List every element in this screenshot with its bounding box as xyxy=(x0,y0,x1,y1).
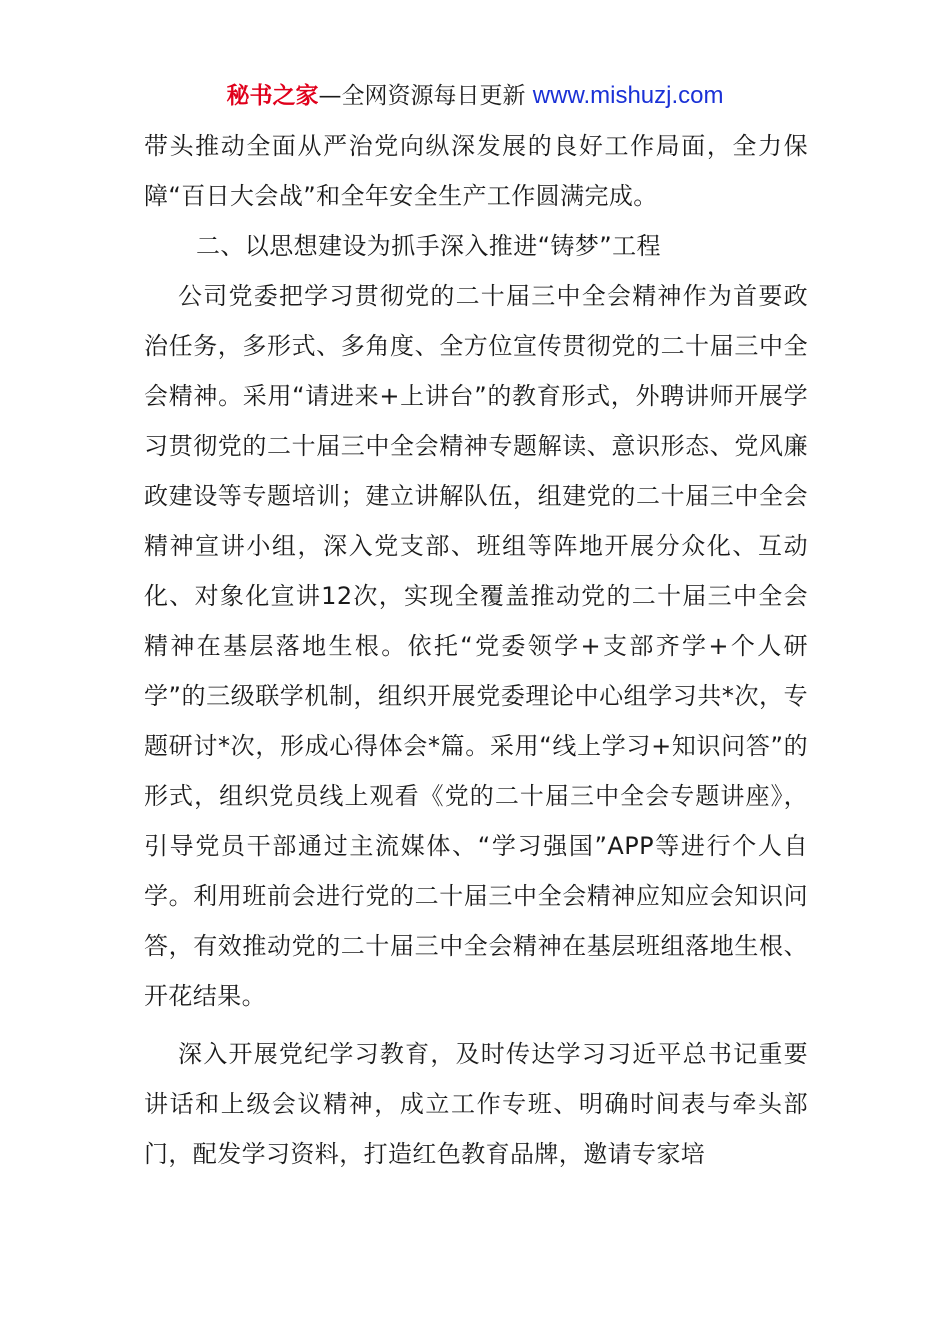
section-heading: 二、以思想建设为抓手深入推进“铸梦”工程 xyxy=(196,232,661,260)
paragraph-discipline-education: 深入开展党纪学习教育，及时传达学习习近平总书记重要讲话和上级会议精神，成立工作专班、明确时间表与牵头部门，配发学习资料，打造红色教育品牌，邀请专家培 xyxy=(144,1040,808,1168)
site-url-link[interactable]: www.mishuzj.com xyxy=(532,82,724,109)
header-tagline: —全网资源每日更新 xyxy=(318,83,526,109)
paragraph-continuation: 带头推动全面从严治党向纵深发展的良好工作局面，全力保障“百日大会战”和全年安全生产工作圆满完成。 xyxy=(144,132,808,210)
paragraph-study-spirit: 公司党委把学习贯彻党的二十届三中全会精神作为首要政治任务，多形式、多角度、全方位宣传贯彻党的二十届三中全会精神。采用“请进来+上讲台”的教育形式，外聘讲师开展学习贯彻党的二十届三中全会精神专题解读、意识形态、党风廉政建设等专题培训；建立讲解队伍，组建党的二十届三中全会精神宣讲小组，深入党支部、班组等阵地开展分众化、互动化、对象化宣讲12次，实现全覆盖推动党的二十届三中全会精神在基层落地生根。依托“党委领学+支部齐学+个人研学”的三级联学机制，组织开展党委理论中心组学习共*次，专题研讨*次，形成心得体会*篇。采用“线上学习+知识问答”的形式，组织党员线上观看《党的二十届三中全会专题讲座》，引导党员干部通过主流媒体、“学习强国”APP等进行个人自学。利用班前会进行党的二十届三中全会精神应知应会知识问答，有效推动党的二十届三中全会精神在基层班组落地生根、开花结果。 xyxy=(144,282,808,1010)
brand-name: 秘书之家 xyxy=(226,83,319,109)
site-header xyxy=(0,80,950,112)
document-body xyxy=(144,121,808,1179)
